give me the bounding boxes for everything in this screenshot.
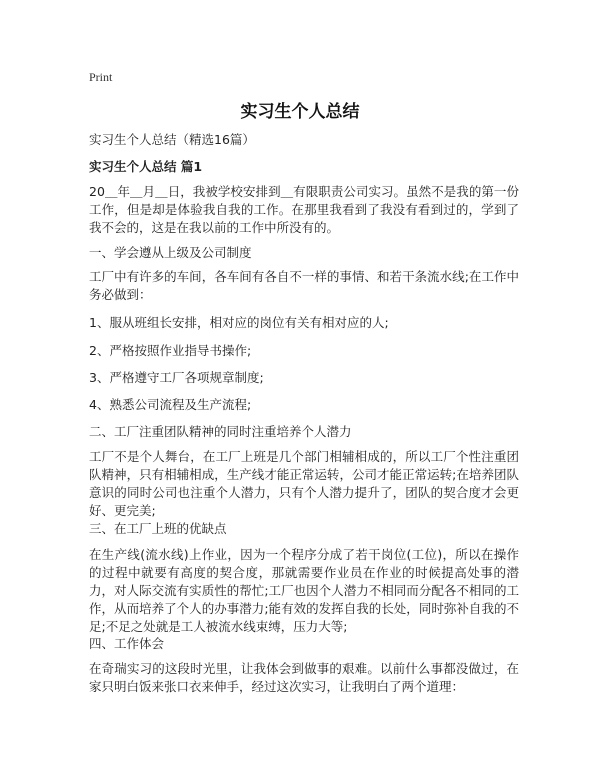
print-link[interactable]: Print: [89, 70, 113, 84]
section-heading: 实习生个人总结 篇1: [89, 159, 203, 174]
document-subtitle: 实习生个人总结（精选16篇）: [89, 132, 255, 147]
heading-three: 三、在工厂上班的优缺点: [89, 521, 227, 536]
heading-two: 二、工厂注重团队精神的同时注重培养个人潜力: [89, 424, 352, 439]
list-item-1: 1、服从班组长安排，相对应的岗位有关有相对应的人;: [89, 315, 389, 330]
paragraph-pros-cons: 在生产线(流水线)上作业，因为一个程序分成了若干岗位(工位)，所以在操作的过程中就要有高度的契合度，那就需要作业员在作业的时候提高处事的潜力，对人际交流有实质性的帮忙;工厂也因个人潜力不相同而分配各不相同的工作，从而培养了个人的办事潜力;能有效的发挥自我的长处，同时弥补自我的不足;不足之处就是工人被流水线束缚，压力大等;: [89, 547, 519, 634]
paragraph-workshops: 工厂中有许多的车间，各车间有各自不一样的事情、和若干条流水线;在工作中务必做到：: [89, 269, 519, 302]
heading-one: 一、学会遵从上级及公司制度: [89, 245, 252, 260]
list-item-4: 4、熟悉公司流程及生产流程;: [89, 397, 252, 412]
paragraph-experience: 在奇瑞实习的这段时光里，让我体会到做事的艰难。以前什么事都没做过，在家只明白饭来张口衣来伸手，经过这次实习，让我明白了两个道理：: [89, 661, 519, 694]
list-item-3: 3、严格遵守工厂各项规章制度;: [89, 370, 264, 385]
heading-four: 四、工作体会: [89, 636, 165, 651]
intro-paragraph: 20＿年＿月＿日，我被学校安排到＿有限职责公司实习。虽然不是我的第一份工作，但是却是体验我自我的工作。在那里我看到了我没有看到过的，学到了我不会的，这是在我以前的工作中所没有的。: [89, 184, 519, 235]
list-item-2: 2、严格按照作业指导书操作;: [89, 343, 252, 358]
paragraph-teamwork: 工厂不是个人舞台，在工厂上班是几个部门相辅相成的，所以工厂个性注重团队精神，只有相辅相成，生产线才能正常运转，公司才能正常运转;在培养团队意识的同时公司也注重个人潜力，只有个人潜力提升了，团队的契合度才会更好、更完美;: [89, 449, 519, 518]
document-title: 实习生个人总结: [240, 102, 360, 122]
